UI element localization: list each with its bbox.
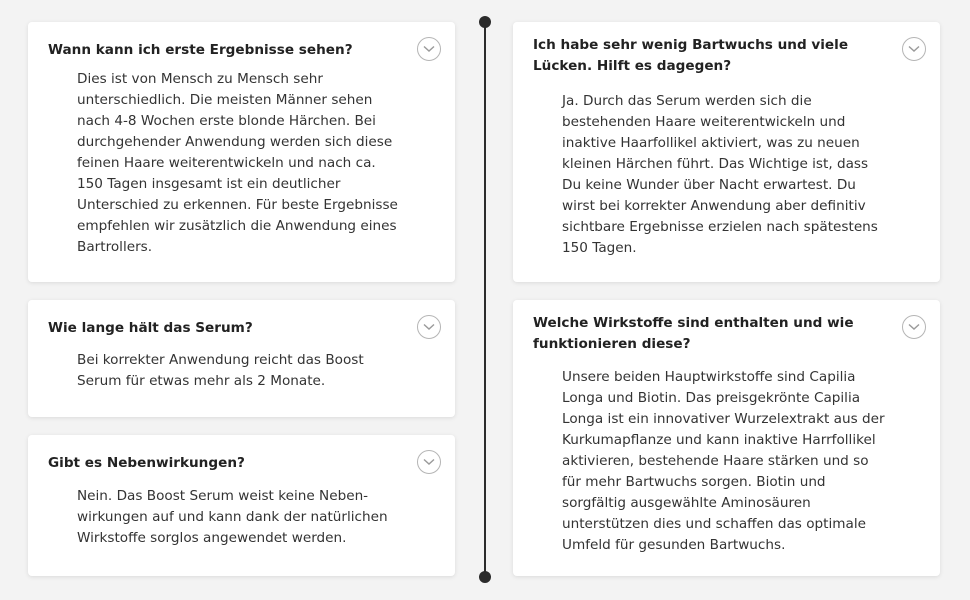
faq-answer: Bei korrekter Anwendung reicht das Boost Serum für etwas mehr als 2 Monate. [77,352,364,389]
faq-answer: Dies ist von Mensch zu Mensch sehr unterschiedlich. Die meisten Männer sehen nach 4-8 Wochen erste blonde Härchen. Bei durchgehender Anwendung werden sich diese feinen Haare weiterentwickeln und nach ca. 150 Tagen insgesamt ist ein deutlicher Unterschied zu erkennen. Für beste Ergebnisse empfehlen wir zusätzlich die Anwendung eines Bartrollers. [77,71,398,255]
faq-question[interactable]: Welche Wirkstoffe sind enthalten und wie funktionieren diese? [533,315,854,352]
timeline-end-dot [479,571,491,583]
faq-card[interactable] [28,435,455,576]
faq-question[interactable]: Wie lange hält das Serum? [48,320,253,336]
faq-answer: Nein. Das Boost Serum weist keine Neben- wirkungen auf und kann dank der natürlichen Wirkstoffe sorglos angewendet werden. [77,488,388,546]
faq-question[interactable]: Ich habe sehr wenig Bartwuchs und viele Lücken. Hilft es dagegen? [533,37,849,74]
timeline-start-dot [479,16,491,28]
faq-question[interactable]: Gibt es Nebenwirkungen? [48,455,245,471]
faq-answer: Ja. Durch das Serum werden sich die bestehenden Haare weiterentwickeln und inaktive Haarfollikel aktiviert, was zu neuen kleinen Härchen führt. Das Wichtige ist, dass Du keine Wunder über Nacht erwartest. Du wirst bei korrekter Anwendung aber definitiv sichtbare Ergebnisse erzielen nach spätestens 150 Tagen. [562,93,878,256]
chevron-down-icon [423,458,435,466]
faq-card[interactable] [28,300,455,417]
chevron-down-icon [423,323,435,331]
faq-question[interactable]: Wann kann ich erste Ergebnisse sehen? [48,42,353,58]
chevron-down-icon [423,45,435,53]
faq-card[interactable] [28,22,455,282]
faq-answer: Unsere beiden Hauptwirkstoffe sind Capilia Longa und Biotin. Das preisgekrönte Capilia Longa ist ein innovativer Wurzelextrakt aus der Kurkumapflanze und kann inaktive Harrfollikel aktivieren, bestehende Haare stärken und so für mehr Bartwuchs sorgen. Biotin und sorgfältig ausgewählte Aminosäuren unterstützen dies und schaffen das optimale Umfeld für gesunden Bartwuchs. [562,369,885,553]
expand-toggle-button[interactable] [902,315,926,339]
chevron-down-icon [908,45,920,53]
chevron-down-icon [908,323,920,331]
timeline-line [484,21,486,577]
faq-card[interactable] [513,22,940,282]
expand-toggle-button[interactable] [417,315,441,339]
expand-toggle-button[interactable] [417,37,441,61]
expand-toggle-button[interactable] [417,450,441,474]
faq-card[interactable] [513,300,940,576]
expand-toggle-button[interactable] [902,37,926,61]
